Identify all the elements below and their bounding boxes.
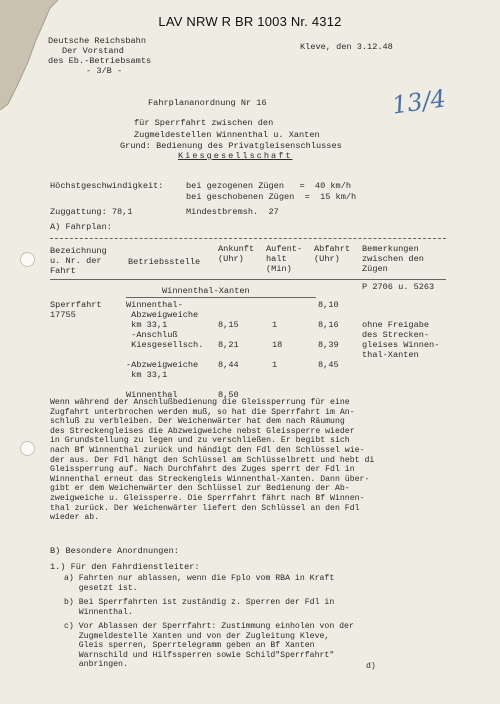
station-column: Winnenthal- Abzweigweiche km 33,1 -Anschluß Kiesgesellsch. -Abzweigweiche km 33,1 Winnenthal [126, 300, 204, 400]
remark-column: ohne Freigabe des Strecken- gleises Winnen- thal-Xanten [362, 320, 440, 360]
archive-reference: LAV NRW R BR 1003 Nr. 4312 [158, 14, 342, 29]
header-rule [50, 279, 446, 280]
stop-column: 1 18 1 [272, 320, 283, 370]
item-b: b) Bei Sperrfahrten ist zuständig z. Sperren der Fdl in Winnenthal. [64, 598, 335, 617]
route-rule [126, 297, 316, 298]
handwritten-number: 13/4 [390, 84, 448, 120]
col-header-stop: Aufent- halt (Min) [266, 244, 303, 274]
org-name: Deutsche Reichsbahn [48, 36, 146, 46]
order-company: Kiesgesellschaft [178, 151, 293, 161]
col-header-designation: Bezeichnung u. Nr. der Fahrt [50, 246, 107, 276]
punch-hole-upper [20, 252, 35, 267]
item-a: a) Fahrten nur ablassen, wenn die Fplo vom RBA in Kraft gesetzt ist. [64, 574, 335, 593]
item-c: c) Vor Ablassen der Sperrfahrt: Zustimmung einholen von der Zugmeldestelle Xanten und von der Zugleitung Kleve, Gleis sperren, Sperrtelegramm geben an Bf Xanten Warnschild und Hilfssperren sowie Schild"Sperrfahrt" anbringen. [64, 622, 354, 670]
speed-label: Höchstgeschwindigkeit: [50, 181, 164, 191]
section-a-heading: A) Fahrplan: [50, 222, 112, 232]
order-subtitle: für Sperrfahrt zwischen den [134, 118, 274, 128]
arrival-column: 8,15 8,21 8,44 8,50 [218, 320, 239, 400]
order-title: Fahrplananordnung Nr 16 [148, 98, 267, 108]
punch-hole-lower [20, 441, 35, 456]
order-reason: Grund: Bedienung des Privatgleisenschlusses [120, 141, 342, 151]
col-header-remarks: Bemerkungen zwischen den Zügen [362, 244, 424, 274]
place-date: Kleve, den 3.12.48 [300, 42, 393, 52]
section-b-heading: B) Besondere Anordnungen: [50, 546, 179, 556]
b1-heading: 1.) Für den Fahrdienstleiter: [50, 562, 200, 572]
remark-trains: P 2706 u. 5263 [362, 282, 435, 292]
procedure-paragraph: Wenn während der Anschlußbedienung die Gleissperrung für eine Zugfahrt unterbrochen werden muß, so hat die Sperrfahrt im An- schluß zu verbleiben. Der Weichenwärter hat dem nach Räumung des Streckengleises die Abzweigweiche nebst Gleissperre wieder in Grundstellung zu legen und zu verschließen. Er begibt sich nach Bf Winnenthal zurück und händigt den Fdl den Schlüssel wie- der aus. Der Fdl hängt den Schlüssel am Schlüsselbrett und hebt di Gleissperrung auf. Nach Durchfahrt des Zuges sperrt der Fdl in Winnenthal erneut das Streckengleis Winnenthal-Xanten. Dann über- gibt er dem Weichenwärter den Schlüssel zur Bedienung der Ab- zweigweiche u. Gleissperre. Die Sperrfahrt fährt nach Bf Winnen- thal zurück. Der Weichenwärter liefert den Schlüssel an den Fdl wieder ab. [50, 398, 375, 523]
min-braking: Mindestbremsh. 27 [186, 207, 279, 217]
train-id: Sperrfahrt 17755 [50, 300, 102, 320]
org-office: des Eb.-Betriebsamts [48, 56, 152, 66]
col-header-arrival: Ankunft (Uhr) [218, 244, 255, 264]
train-category: Zuggattung: 78,1 [50, 207, 133, 217]
order-route: Zugmeldestellen Winnenthal u. Xanten [134, 130, 320, 140]
item-d: d) [366, 662, 376, 671]
table-top-rule [50, 238, 446, 239]
speed-pushed: bei geschobenen Zügen = 15 km/h [186, 192, 357, 202]
org-department: Der Vorstand [62, 46, 124, 56]
col-header-departure: Abfahrt (Uhr) [314, 244, 351, 264]
route-row: Winnenthal-Xanten [162, 286, 250, 296]
col-header-station: Betriebsstelle [128, 257, 201, 267]
departure-column: 8,10 8,16 8,39 8,45 [318, 300, 339, 370]
speed-pulled: bei gezogenen Zügen = 40 km/h [186, 181, 352, 191]
org-reference: - 3/B - [86, 66, 123, 76]
